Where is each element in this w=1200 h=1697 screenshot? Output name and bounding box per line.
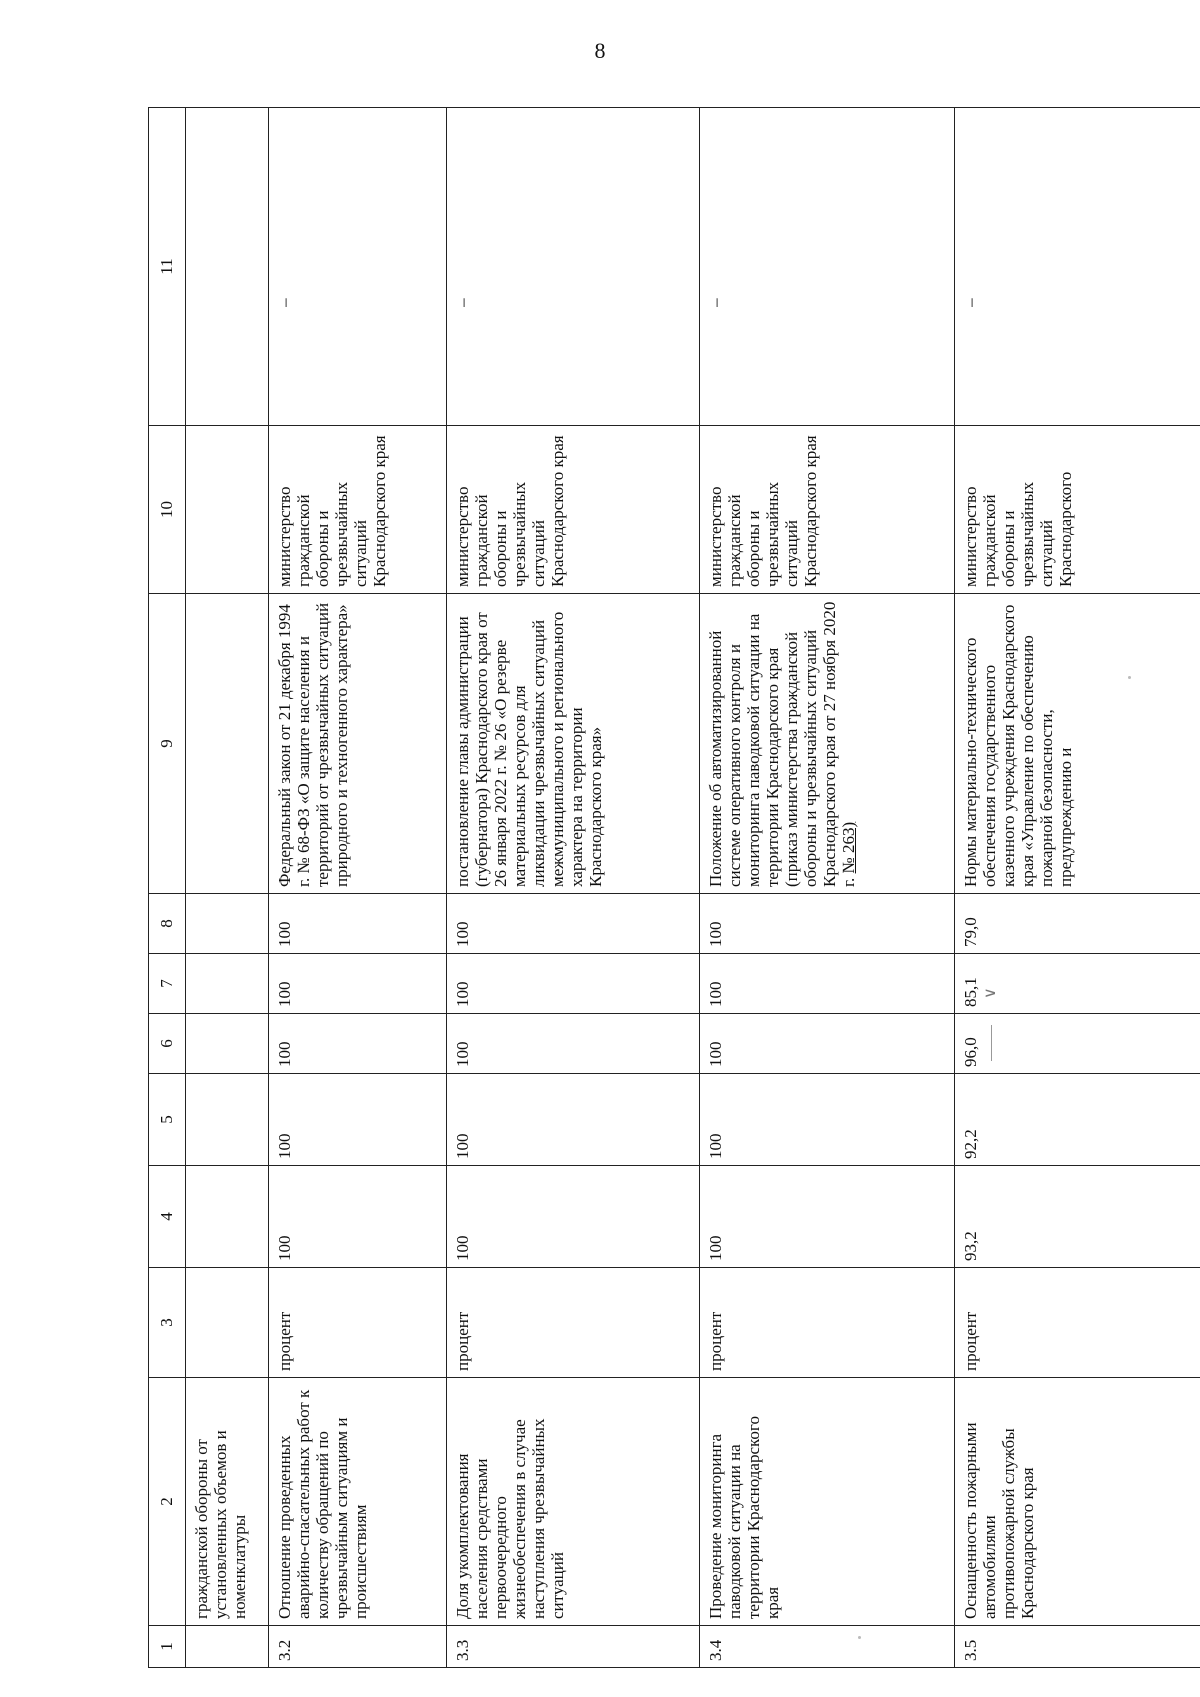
page-number: 8 bbox=[594, 38, 606, 63]
cell-value: 100 bbox=[269, 1014, 447, 1074]
cell-value: 100 bbox=[447, 1014, 700, 1074]
cell-name: Оснащенность пожарными автомобилями противопожарной службы Краснодарского края bbox=[955, 1378, 1200, 1626]
table-row bbox=[269, 108, 447, 1668]
cell-num: 3.5 bbox=[955, 1626, 1200, 1668]
dash-mark: – bbox=[961, 298, 980, 307]
cell-col11 bbox=[700, 108, 955, 426]
cell-col11 bbox=[269, 108, 447, 426]
header-cell: 3 bbox=[149, 1268, 186, 1378]
table-row bbox=[955, 108, 1200, 1668]
cell-value: 100 bbox=[269, 894, 447, 954]
rotated-table-container bbox=[148, 108, 1138, 1668]
cell-organization: министерство гражданской обороны и чрезвычайных ситуаций Краснодарского bbox=[955, 426, 1200, 594]
header-cell: 2 bbox=[149, 1378, 186, 1626]
header-cell: 10 bbox=[149, 426, 186, 594]
header-cell: 1 bbox=[149, 1626, 186, 1668]
cell-value: 100 bbox=[700, 894, 955, 954]
cell-value: 100 bbox=[447, 954, 700, 1014]
cell-name: Отношение проведенных аварийно-спасательных работ к количеству обращений по чрезвычайным ситуациям и происшествиям bbox=[269, 1378, 447, 1626]
header-cell: 11 bbox=[149, 108, 186, 426]
cell-value: 100 bbox=[700, 954, 955, 1014]
cell-value: 100 bbox=[700, 1166, 955, 1268]
cell-value: 100 bbox=[700, 1014, 955, 1074]
dash-mark: – bbox=[275, 298, 294, 307]
cell-unit: процент bbox=[955, 1268, 1200, 1378]
cell-value: 93,2 bbox=[955, 1166, 1200, 1268]
document-number-underlined: № 263) bbox=[839, 821, 859, 874]
cell-unit: процент bbox=[269, 1268, 447, 1378]
cell-value: 100 bbox=[447, 894, 700, 954]
cell-value: 100 bbox=[269, 1166, 447, 1268]
header-cell: 5 bbox=[149, 1074, 186, 1166]
cell-organization: министерство гражданской обороны и чрезвычайных ситуаций Краснодарского края bbox=[269, 426, 447, 594]
scan-speck bbox=[1128, 676, 1131, 679]
cell-name: Проведение мониторинга паводковой ситуации на территории Краснодарского края bbox=[700, 1378, 955, 1626]
value-text: 96,0 bbox=[961, 1037, 980, 1067]
cell-col11 bbox=[955, 108, 1200, 426]
cell-unit: процент bbox=[447, 1268, 700, 1378]
cell-value: 100 bbox=[269, 954, 447, 1014]
cell-value: 100 bbox=[447, 1074, 700, 1166]
continuation-row bbox=[186, 108, 269, 1668]
header-cell: 9 bbox=[149, 594, 186, 894]
cell-value: 100 bbox=[269, 1074, 447, 1166]
cell-organization: министерство гражданской обороны и чрезвычайных ситуаций Краснодарского края bbox=[447, 426, 700, 594]
cell-name: гражданской обороны от установленных объемов и номенклатуры bbox=[186, 1378, 269, 1626]
value-text: 85,1 bbox=[961, 977, 980, 1007]
cell-document: постановление главы администрации (губернатора) Краснодарского края от 26 января 2022 г. № 26 «О резерве материальных ресурсов для ликвидации чрезвычайных ситуаций межмуниципального и регионального характера на территории Краснодарского края» bbox=[447, 594, 700, 894]
cell-num: 3.4 bbox=[700, 1626, 955, 1668]
cell-document: Федеральный закон от 21 декабря 1994 г. № 68-ФЗ «О защите населения и территорий от чрезвычайных ситуаций природного и техногенного характера» bbox=[269, 594, 447, 894]
cell-value: 100 bbox=[447, 1166, 700, 1268]
table-row bbox=[447, 108, 700, 1668]
cell-document: Нормы материально-технического обеспечения государственного казенного учреждения Краснодарского края «Управление по обеспечению пожарной безопасности, предупреждению и bbox=[955, 594, 1200, 894]
header-row bbox=[149, 108, 186, 1668]
cell-value bbox=[955, 1014, 1200, 1074]
cell-value bbox=[955, 954, 1200, 1014]
cell-value: 79,0 bbox=[955, 894, 1200, 954]
dash-mark: – bbox=[453, 298, 472, 307]
pen-arrow-mark-icon: ∨ bbox=[982, 987, 1000, 999]
cell-col11 bbox=[447, 108, 700, 426]
header-cell: 7 bbox=[149, 954, 186, 1014]
cell-num: 3.3 bbox=[447, 1626, 700, 1668]
cell-name: Доля укомплектования населения средствами первоочередного жизнеобеспечения в случае наступления чрезвычайных ситуаций bbox=[447, 1378, 700, 1626]
cell-document bbox=[700, 594, 955, 894]
table-row bbox=[700, 108, 955, 1668]
indicators-table bbox=[148, 107, 1200, 1668]
header-cell: 8 bbox=[149, 894, 186, 954]
document-text: Положение об автоматизированной системе оперативного контроля и мониторинга паводковой ситуации на территории Краснодарского края (приказ министерства гражданской обороны и чрезвычайных ситуаций Краснодарского края от 27 ноября 2020 г. bbox=[706, 601, 859, 887]
cell-value: 92,2 bbox=[955, 1074, 1200, 1166]
cell-unit: процент bbox=[700, 1268, 955, 1378]
header-cell: 6 bbox=[149, 1014, 186, 1074]
cell-num: 3.2 bbox=[269, 1626, 447, 1668]
scan-speck bbox=[858, 1636, 861, 1639]
cell-value: 100 bbox=[700, 1074, 955, 1166]
cell-organization: министерство гражданской обороны и чрезвычайных ситуаций Краснодарского края bbox=[700, 426, 955, 594]
dash-mark: – bbox=[706, 298, 725, 307]
pen-mark-icon bbox=[991, 1025, 992, 1061]
header-cell: 4 bbox=[149, 1166, 186, 1268]
cell-num bbox=[186, 1626, 269, 1668]
